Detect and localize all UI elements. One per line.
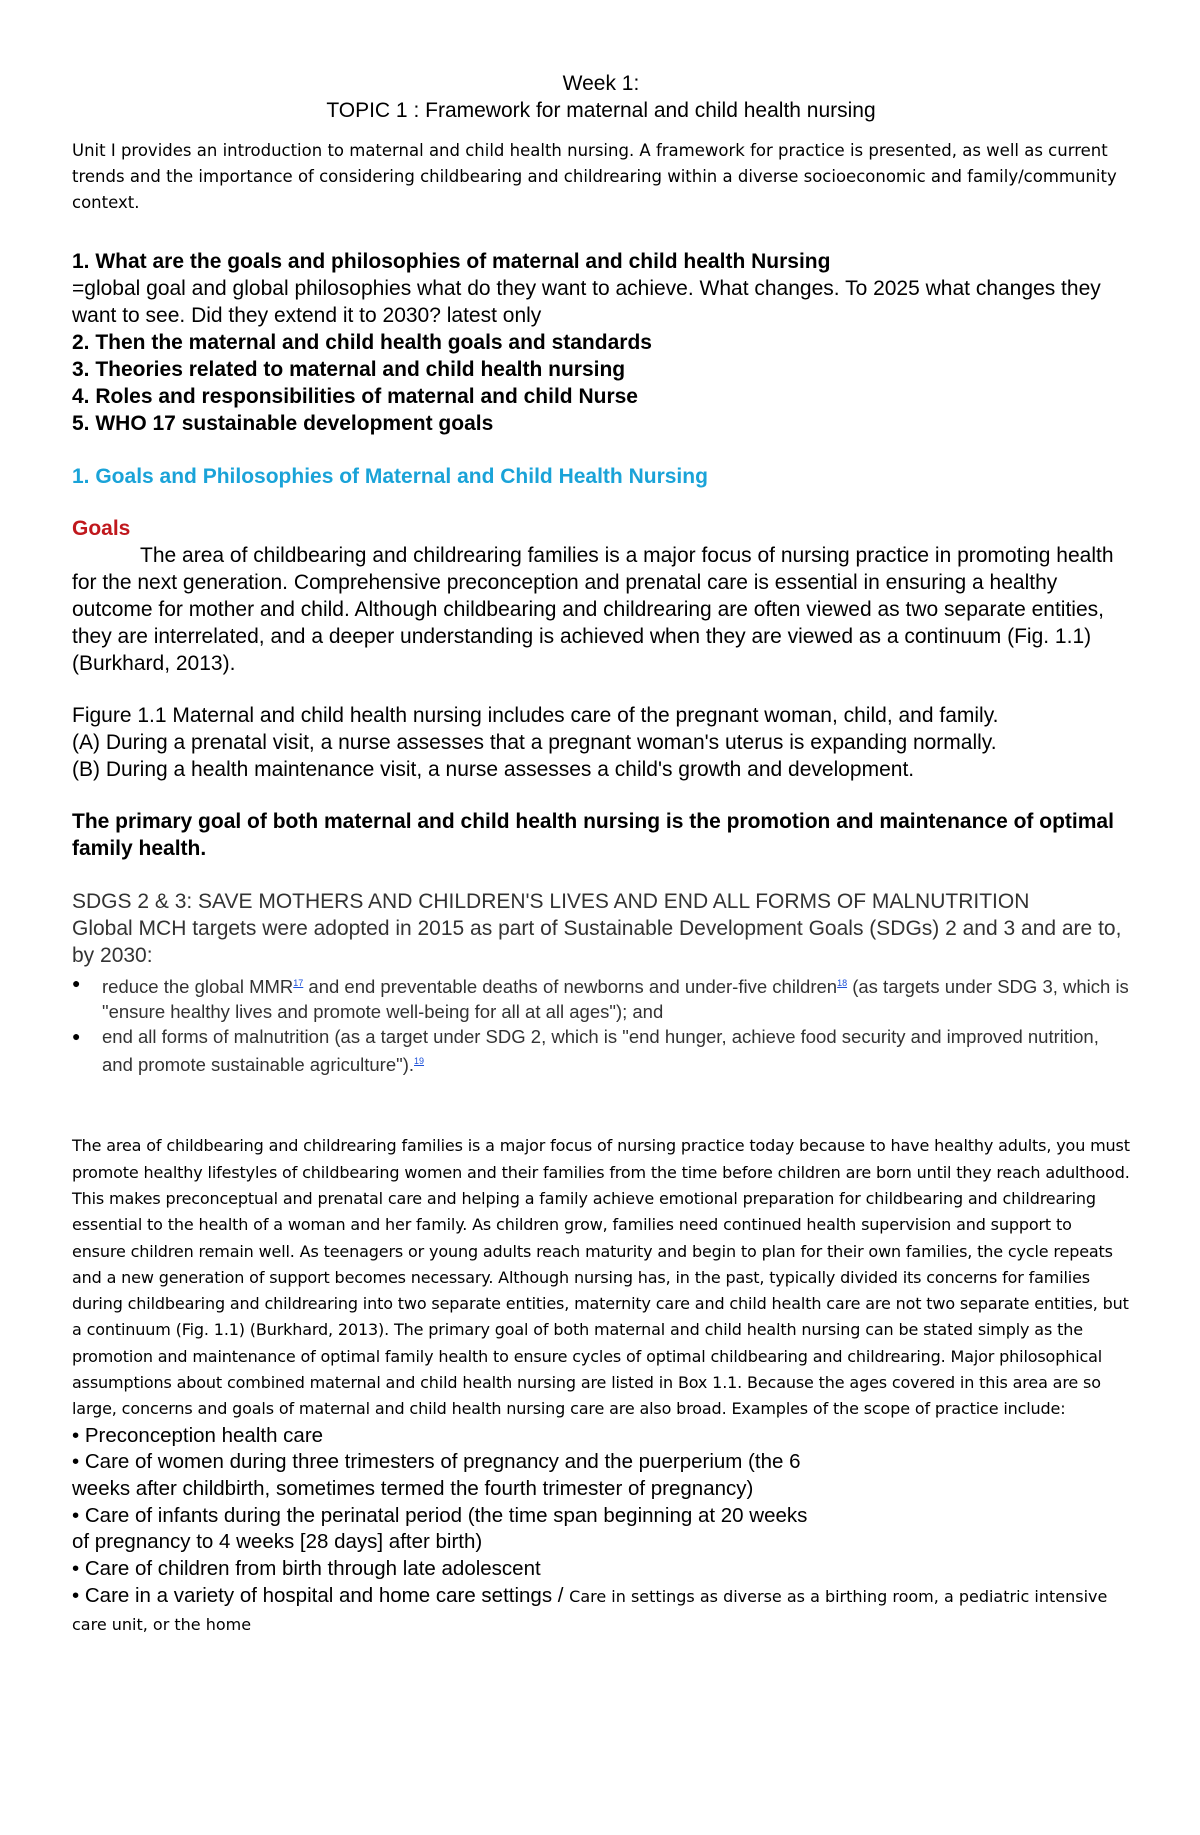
scope-item-2-cont: weeks after childbirth, sometimes termed the fourth trimester of pregnancy) [72,1476,754,1500]
sdgs-bullet-2 [72,1024,1130,1077]
sdgs-bullet-1 [72,971,1130,1024]
scope-item-1: • Preconception health care [72,1423,324,1447]
week-title: Week 1: [562,72,640,95]
goals-heading: Goals [72,517,131,540]
scope-item-5-a: • Care in a variety of hospital and home care settings / [72,1583,570,1607]
bullet-2-text: end all forms of malnutrition (as a target under SDG 2, which is "end hunger, achieve food security and improved nutrition, and promote sustainable agriculture"). [102,1026,1099,1076]
sdgs-title: SDGS 2 & 3: SAVE MOTHERS AND CHILDREN'S LIVES AND END ALL FORMS OF MALNUTRITION [72,890,1030,913]
question-3: 3. Theories related to maternal and child health nursing [72,358,626,381]
figure-caption: Figure 1.1 Maternal and child health nursing includes care of the pregnant woman, child, and family. [72,704,999,727]
sdgs-intro: Global MCH targets were adopted in 2015 as part of Sustainable Development Goals (SDGs) 2 and 3 and are to, by 2030: [72,917,1122,967]
question-1: 1. What are the goals and philosophies of maternal and child health Nursing [72,250,831,273]
unit-intro: Unit I provides an introduction to maternal and child health nursing. A framework for practice is presented, as well as current trends and the importance of considering childbearing and childrearing within a diverse socioeconomic and family/community context. [72,141,1117,212]
scope-item-3: • Care of infants during the perinatal period (the time span beginning at 20 weeks [72,1503,808,1527]
scope-item-4: • Care of children from birth through late adolescent [72,1557,541,1581]
scope-paragraph: The area of childbearing and childrearing families is a major focus of nursing practice today because to have healthy adults, you must promote healthy lifestyles of childbearing women and their families from the time before children are born until they reach adulthood. This makes preconceptual and prenatal care and helping a family achieve emotional preparation for childbearing and childrearing essential to the health of a woman and her family. As children grow, families need continued health supervision and support to ensure children remain well. As teenagers or young adults reach maturity and begin to plan for their own families, the cycle repeats and a new generation of support becomes necessary. Although nursing has, in the past, typically divided its concerns for families during childbearing and childrearing into two separate entities, maternity care and child health care are not two separate entities, but a continuum (Fig. 1.1) (Burkhard, 2013). The primary goal of both maternal and child health nursing can be stated simply as the promotion and maintenance of optimal family health to ensure cycles of optimal childbearing and childrearing. Major philosophical assumptions about combined maternal and child health nursing are listed in Box 1.1. Because the ages covered in this area are so large, concerns and goals of maternal and child health nursing care are also broad. Examples of the scope of practice include: [72,1136,1130,1419]
scope-item-5-b: Care in settings as diverse as a birthing room, a pediatric intensive care unit, or the home [72,1586,1108,1634]
scope-item-2: • Care of women during three trimesters of pregnancy and the puerperium (the 6 [72,1450,801,1474]
primary-goal-statement: The primary goal of both maternal and child health nursing is the promotion and maintenance of optimal family health. [72,810,1114,860]
reference-link-19[interactable]: 19 [414,1056,425,1067]
bullet-1-text-c: (as targets under SDG 3, which is "ensure healthy lives and promote well-being for all at all ages"); and [102,976,1129,1023]
bullet-dot-icon: ● [72,1028,81,1045]
goals-paragraph-text: The area of childbearing and childrearing families is a major focus of nursing practice in promoting health for the next generation. Comprehensive preconception and prenatal care is essential in ensuring a healthy outcome for mother and child. Although childbearing and childrearing are often viewed as two separate entities, they are interrelated, and a deeper understanding is achieved when they are viewed as a continuum (Fig. 1.1) (Burkhard, 2013). [72,544,1114,675]
bullet-1-text-a: reduce the global MMR [102,976,294,998]
section-heading-goals-philosophies: 1. Goals and Philosophies of Maternal and Child Health Nursing [72,465,708,488]
bullet-1-text-b: and end preventable deaths of newborns and under-five children [303,976,838,998]
question-1-note: =global goal and global philosophies what do they want to achieve. What changes. To 2025 what changes they want to see. Did they extend it to 2030? latest only [72,277,1101,327]
scope-list [72,1423,1130,1639]
scope-item-5 [72,1583,1130,1638]
scope-item-3-cont: of pregnancy to 4 weeks [28 days] after birth) [72,1530,483,1554]
question-5: 5. WHO 17 sustainable development goals [72,412,494,435]
question-4: 4. Roles and responsibilities of maternal and child Nurse [72,385,638,408]
bullet-dot-icon: ● [72,975,81,991]
figure-caption-b: (B) During a health maintenance visit, a nurse assesses a child's growth and development. [72,758,915,781]
questions-list [72,248,1130,437]
reference-link-17[interactable]: 17 [293,978,304,988]
topic-title: TOPIC 1 : Framework for maternal and child health nursing [326,99,876,122]
figure-caption-a: (A) During a prenatal visit, a nurse assesses that a pregnant woman's uterus is expanding normally. [72,731,997,754]
sdgs-bullet-list [72,971,1130,1077]
reference-link-18[interactable]: 18 [837,978,848,988]
question-2: 2. Then the maternal and child health goals and standards [72,331,652,354]
goals-paragraph [72,542,1130,677]
figure-caption-block [72,702,1130,783]
